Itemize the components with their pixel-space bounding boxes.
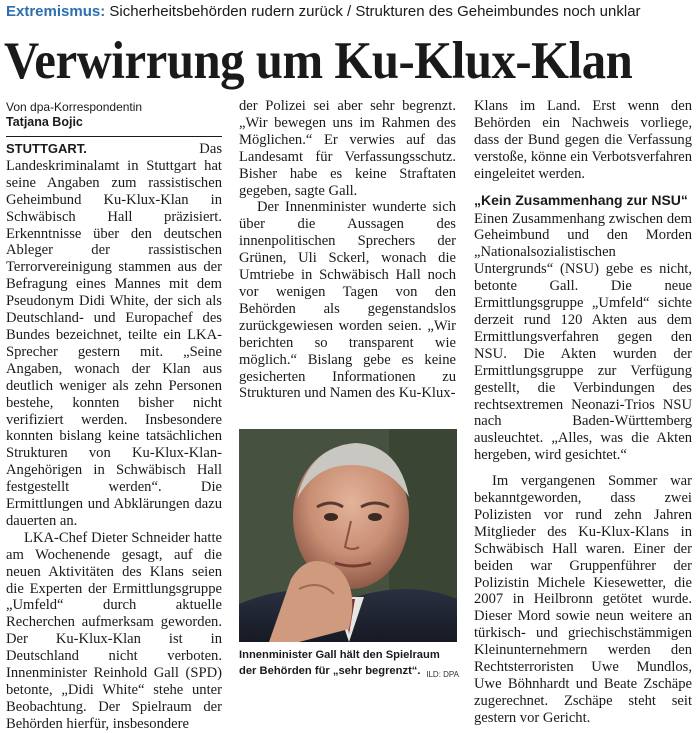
paragraph: LKA-Chef Dieter Schneider hatte am Wochenende gesagt, auf die neuen Aktivitäten des Klans seien die Experten der Ermittlungsgruppe „Umfeld“ durch aktuelle Recherchen aufmerksam geworden. Der Ku-Klux-Klan ist in Deutschland nicht verboten. Innenminister Reinhold Gall (SPD) betonte, „Didi White“ stehe unter Beobachtung. Der Spielraum der Behörden hierfür, insbesondere (6, 529, 222, 732)
byline-author: Tatjana Bojic (6, 115, 83, 129)
dateline: STUTTGART. (6, 141, 87, 156)
kicker (6, 2, 696, 22)
photo-caption (239, 647, 459, 683)
paragraph: Einen Zusammenhang zwischen dem Geheimbund und den Morden „Nationalsozialistischen Untergrunds“ (NSU) gebe es nicht, betonte Gall. Die neue Ermittlungsgruppe „Umfeld“ sichte derzeit rund 120 Akten aus dem Ermittlungsverfahren gegen den NSU. Die Akten wurden der Ermittlungsgruppe zur Verfügung gestellt, die Verbindungen des rechtsextremen Neonazi-Trios NSU nach Baden-Württemberg ausleuchtet. „Alles, was die Akten hergeben, wird gesichtet.“ (474, 210, 692, 464)
article-column-1 (6, 100, 222, 733)
caption-text: Innenminister Gall hält den Spielraum der Behörden für „sehr begrenzt“. (239, 649, 440, 677)
article-column-3 (474, 98, 692, 727)
kicker-text: Sicherheitsbehörden rudern zurück / Strukturen des Geheimbundes noch unklar (109, 3, 641, 20)
paragraph (6, 141, 222, 530)
paragraph: Klans im Land. Erst wenn den Behörden ein Nachweis vorliege, dass der Bund gegen die Verfassung verstoße, könne ein Verbotsverfahren eingeleitet werden. (474, 98, 692, 182)
paragraph: der Polizei sei aber sehr begrenzt. „Wir bewegen uns im Rahmen des Möglichen.“ Er verwies auf das Landesamt für Verfassungsschutz. Bisher habe es keine Straftaten gegeben, sagte Gall. (239, 98, 456, 199)
article-photo (239, 429, 457, 642)
article-column-2 (239, 98, 456, 402)
subheading: „Kein Zusammenhang zur NSU“ (474, 191, 688, 208)
paragraph-text: Das Landeskriminalamt in Stuttgart hat seine Angaben zum rassistischen Geheimbund Ku-Klux-Klan in Schwäbisch Hall präzisiert. Erkenntnisse über den deutschen Ableger der rassistischen Terrorvereinigung stammen aus der Befragung eines Mannes mit dem Pseudonym Didi White, der sich als Deutschland- und Europachef des Bundes bezeichnet, teilte ein LKA-Sprecher gestern mit. „Seine Angaben, wonach der Klan aus deutlich weniger als zehn Personen bestehe, konnten bisher nicht verifiziert werden. Insbesondere konnten bislang keine tatsächlichen Strukturen von Ku-Klux-Klan-Angehörigen in Schwäbisch Hall festgestellt werden“. Die Ermittlungen und Abklärungen dazu dauerten an. (6, 141, 222, 529)
photo-credit: ILD: DPA (426, 670, 459, 679)
paragraph: Im vergangenen Sommer war bekanntgeworden, dass zwei Polizisten vor rund zehn Jahren Mitglieder des Ku-Klux-Klans in Schwäbisch Hall waren. Einer der beiden war Gruppenführer der Polizistin Michele Kiesewetter, die 2007 in Heilbronn getötet wurde. Dieser Mord sowie neun weitere an türkisch- und griechischstämmigen Kleinunternehmern werden den Rechtsterroristen Uwe Mundlos, Uwe Böhnhardt und Beate Zschäpe zugerechnet. Zschäpe steht seit gestern vor Gericht. (474, 473, 692, 726)
byline (6, 100, 222, 137)
headline: Verwirrung um Ku-Klux-Klan (4, 32, 633, 90)
byline-source: Von dpa-Korrespondentin (6, 100, 143, 114)
paragraph: Der Innenminister wunderte sich über die Aussagen des innenpolitischen Sprechers der Grünen, Uli Sckerl, wonach die Umtriebe in Schwäbisch Hall noch vor wenigen Tagen von den Behörden als gegenstandslos zurückgewiesen worden seien. „Wir berichten so transparent wie möglich.“ Bislang gebe es keine gesicherten Informationen zu Strukturen und Namen des Ku-Klux- (239, 199, 456, 402)
portrait-illustration (239, 429, 457, 642)
kicker-label: Extremismus: (6, 3, 106, 20)
